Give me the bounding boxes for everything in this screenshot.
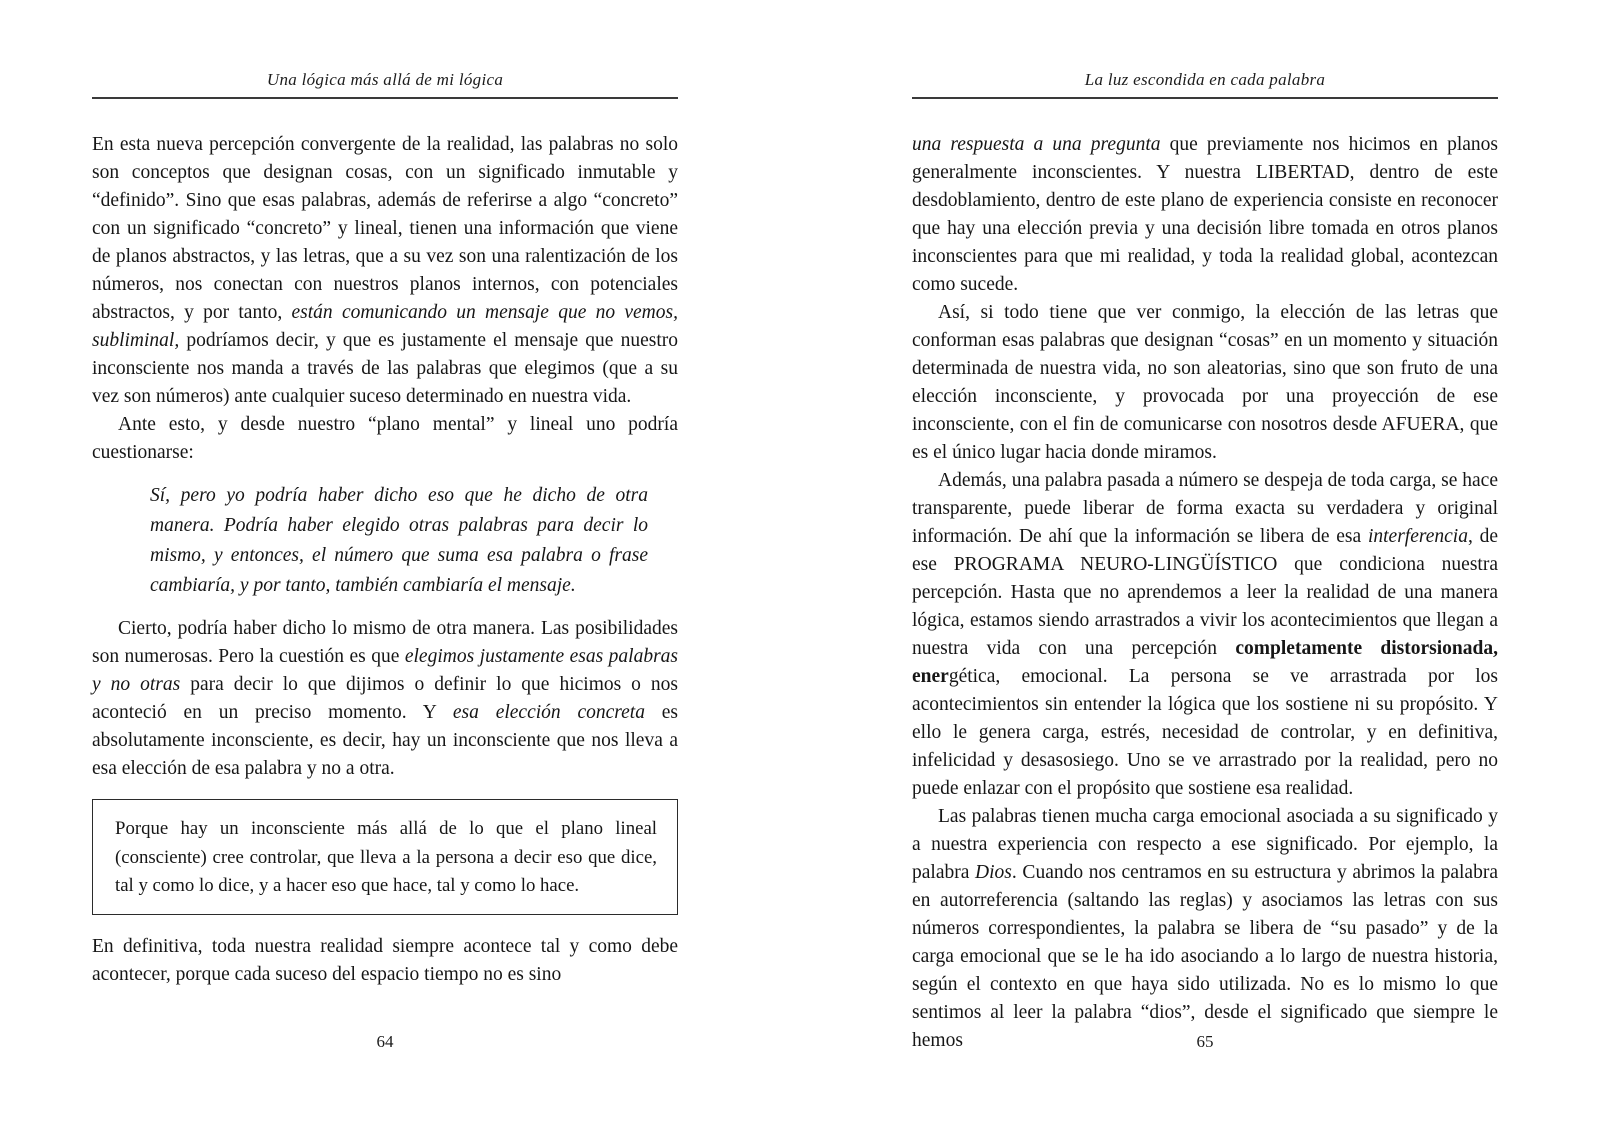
text-run: En esta nueva percepción convergente de la realidad, las palabras no solo son conceptos que designan cosas, con un significado inmutable y “definido”. Sino que esas palabras, además de referirse a algo “concreto” con un significado “concreto” y lineal, tienen una información que viene de planos abstractos, y las letras, que a su vez son una ralentización de los números, nos conectan con nuestros planos internos, con potenciales abstractos, y por tanto, — [92, 134, 678, 323]
text-run: para decir lo que dijimos o definir lo que hicimos o nos aconteció en un preciso momento. Y — [92, 674, 678, 723]
text-run: gética, emocional. La persona se ve arrastrada por los acontecimientos sin entender la lógica que los sostiene ni su propósito. Y ello le genera carga, estrés, necesidad de controlar, y en definitiva, infelicidad y desasosiego. Uno se ve arrastrado por la realidad, pero no puede enlazar con el propósito que sostiene esa realidad. — [912, 666, 1498, 799]
text-run: es absolutamente inconsciente, es decir, hay un inconsciente que nos lleva a esa elección de esa palabra y no a otra. — [92, 702, 679, 779]
paragraph — [912, 299, 1498, 467]
running-header: Una lógica más allá de mi lógica — [266, 70, 504, 89]
paragraph — [912, 131, 1498, 299]
page-body — [912, 131, 1498, 1055]
header-rule — [92, 97, 678, 99]
paragraph — [92, 411, 678, 467]
text-run: , de ese PROGRAMA NEURO-LINGÜÍSTICO que condiciona nuestra percepción. Hasta que no aprendemos a leer la realidad de una manera lógica, estamos siendo arrastrados a vivir los acontecimientos que llegan a nuestra vida con una percepción — [912, 526, 1499, 659]
text-run: interferencia — [1367, 526, 1468, 547]
text-run: elegimos justamente esas palabras y no otras — [92, 646, 678, 695]
text-run: Además, una palabra pasada a número se despeja de toda carga, se hace transparente, puede liberar de forma exacta su verdadera y original información. De ahí que la información se libera de esa — [912, 470, 1498, 547]
text-run: esa elección concreta — [452, 702, 645, 723]
running-header: La luz escondida en cada palabra — [1084, 70, 1326, 89]
text-run: están comunicando un mensaje que no vemos, subliminal, — [92, 302, 678, 351]
page-left — [92, 70, 678, 1080]
paragraph — [92, 131, 678, 411]
text-run: Porque hay un inconsciente más allá de lo que el plano lineal (consciente) cree controlar, que lleva a la persona a decir eso que dice, tal y como lo dice, y a hacer eso que hace, tal y como lo hace. — [115, 818, 657, 896]
page-number: 65 — [1196, 1032, 1214, 1051]
block-quote — [150, 481, 648, 601]
page-body — [92, 131, 678, 989]
text-run: Cierto, podría haber dicho lo mismo de otra manera. Las posibilidades son numerosas. Pero la cuestión es que — [92, 618, 678, 667]
text-run: podríamos decir, y que es justamente el mensaje que nuestro inconsciente nos manda a través de las palabras que elegimos (que a su vez son números) ante cualquier suceso determinado en nuestra vida. — [92, 330, 678, 407]
paragraph — [92, 615, 678, 783]
text-run: Sí, pero yo podría haber dicho eso que he dicho de otra manera. Podría haber elegido otras palabras para decir lo mismo, y entonces, el número que suma esa palabra o frase cambiaría, y por tanto, también cambiaría el mensaje. — [150, 485, 648, 596]
text-run: una respuesta a una pregunta — [912, 134, 1161, 155]
header-rule — [912, 97, 1498, 99]
text-run: Las palabras tienen mucha carga emocional asociada a su significado y a nuestra experiencia con respecto a ese significado. Por ejemplo, la palabra — [912, 806, 1498, 883]
text-run: que previamente nos hicimos en planos generalmente inconscientes. Y nuestra LIBERTAD, dentro de este desdoblamiento, dentro de este plano de experiencia consiste en reconocer que hay una elección previa y una decisión libre tomada en otros planos inconscientes para que mi realidad, y toda la realidad global, acontezcan como sucede. — [912, 134, 1498, 295]
page-number: 64 — [376, 1032, 394, 1051]
callout-box — [92, 799, 678, 915]
text-run: Dios — [975, 862, 1012, 883]
paragraph — [92, 933, 678, 989]
text-run: Así, si todo tiene que ver conmigo, la elección de las letras que conforman esas palabras que designan “cosas” en un momento y situación determinada de nuestra vida, no son aleatorias, sino que son fruto de una elección inconsciente, y provocada por una proyección de ese inconsciente, con el fin de comunicarse con nosotros desde AFUERA, que es el único lugar hacia donde miramos. — [912, 302, 1498, 463]
paragraph — [912, 803, 1498, 1055]
text-run: completamente distorsionada, ener — [912, 638, 1498, 687]
text-run: En definitiva, toda nuestra realidad siempre acontece tal y como debe acontecer, porque cada suceso del espacio tiempo no es sino — [92, 935, 678, 985]
text-run: . Cuando nos centramos en su estructura y abrimos la palabra en autorreferencia (saltando las reglas) y asociamos las letras con sus números correspondientes, la palabra se libera de “su pasado” y de la carga emocional que se le ha ido asociando a lo largo de nuestra historia, según el contexto en que haya sido utilizada. No es lo mismo lo que sentimos al leer la palabra “dios”, desde el significado que siempre le hemos — [912, 862, 1498, 1051]
page-right — [912, 70, 1498, 1080]
paragraph — [912, 467, 1498, 803]
text-run: Ante esto, y desde nuestro “plano mental” y lineal uno podría cuestionarse: — [92, 414, 678, 463]
